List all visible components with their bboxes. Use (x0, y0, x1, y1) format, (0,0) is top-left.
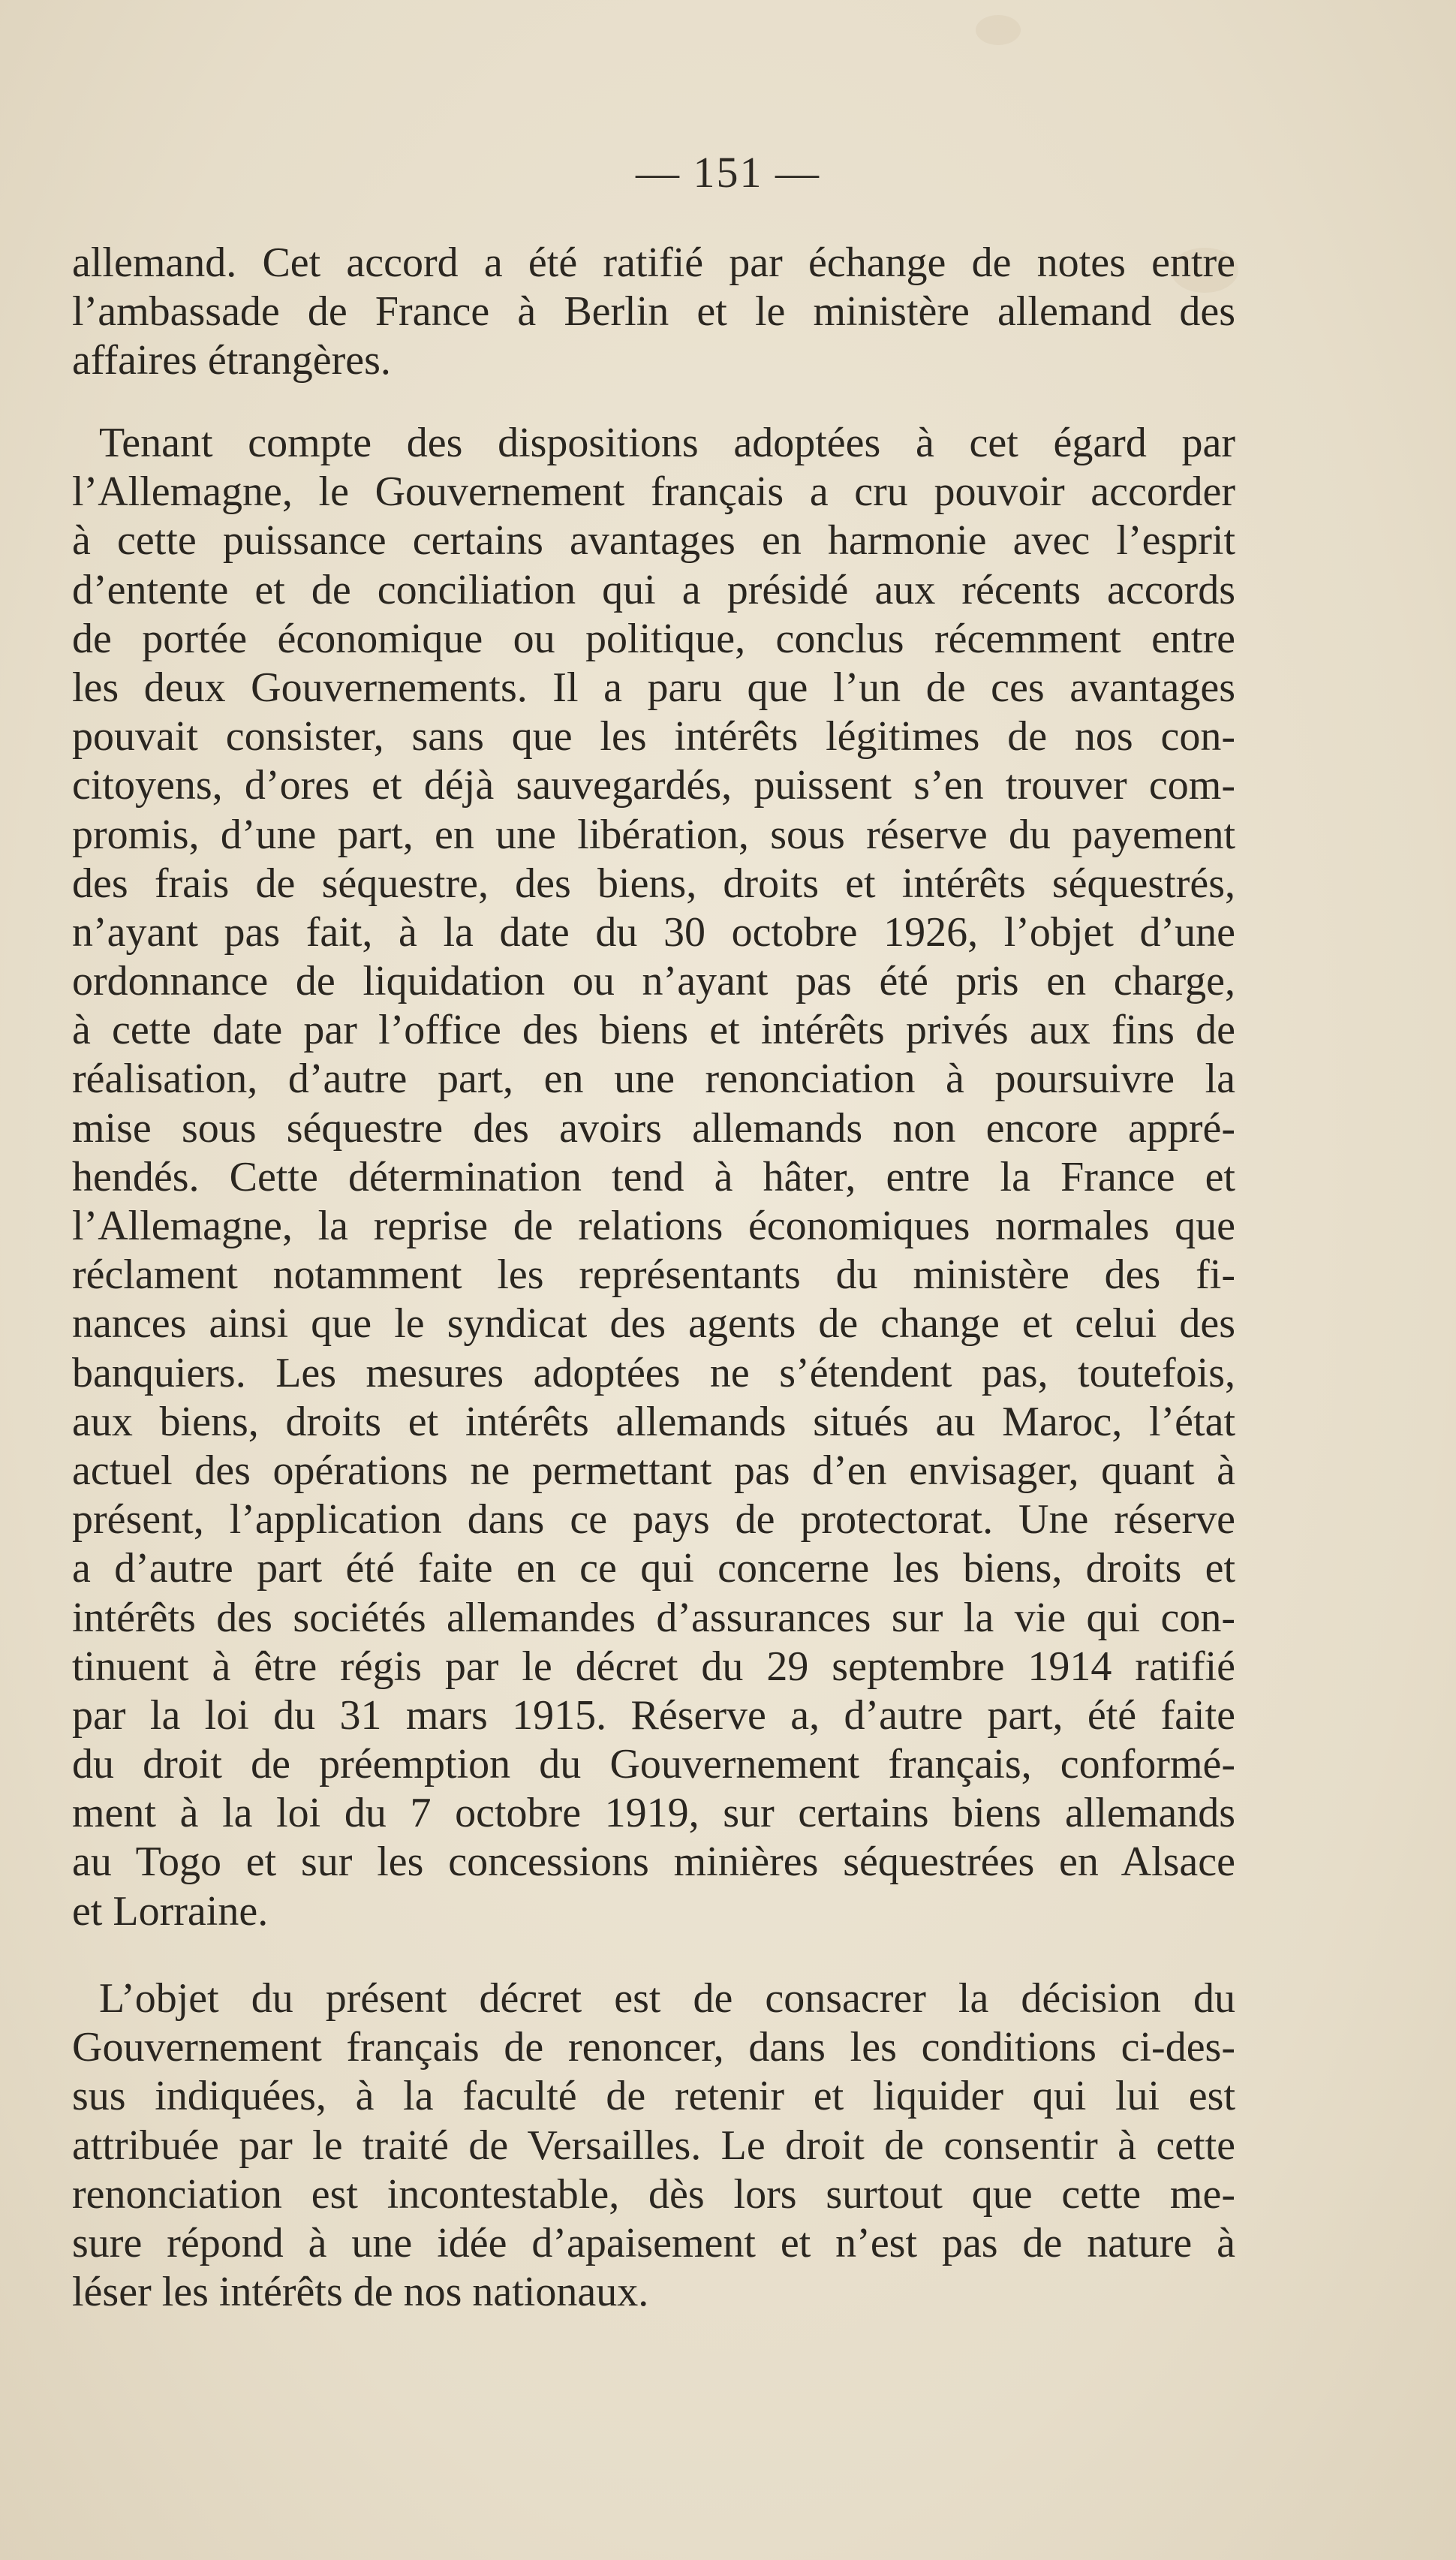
text-line: sus indiquées, à la faculté de retenir et liquider qui lui est (72, 2073, 1235, 2120)
text-line: hendés. Cette détermination tend à hâter, entre la France et (72, 1153, 1235, 1200)
text-line: réalisation, d’autre part, en une renonciation à poursuivre la (72, 1056, 1235, 1103)
text-line: citoyens, d’ores et déjà sauvegardés, puissent s’en trouver com- (72, 762, 1235, 809)
text-line: mise sous séquestre des avoirs allemands non encore appré- (72, 1104, 1235, 1152)
text-line: affaires étrangères. (72, 337, 391, 384)
text-line: sure répond à une idée d’apaisement et n’est pas de nature à (72, 2219, 1235, 2266)
text-line: promis, d’une part, en une libération, sous réserve du payement (72, 811, 1235, 858)
text-line: a d’autre part été faite en ce qui concerne les biens, droits et (72, 1545, 1235, 1592)
text-line: l’Allemagne, la reprise de relations économiques normales que (72, 1203, 1235, 1249)
text-line: allemand. Cet accord a été ratifié par échange de notes entre (72, 239, 1235, 286)
text-line: pouvait consister, sans que les intérêts légitimes de nos con- (72, 713, 1235, 760)
text-line: Tenant compte des dispositions adoptées à cet égard par (99, 420, 1235, 466)
text-line: réclament notamment les représentants du ministère des fi- (72, 1251, 1235, 1299)
text-line: banquiers. Les mesures adoptées ne s’étendent pas, toutefois, (72, 1349, 1235, 1396)
text-line: et Lorraine. (72, 1887, 269, 1935)
text-line: actuel des opérations ne permettant pas d’en envisager, quant à (72, 1447, 1235, 1494)
text-line: par la loi du 31 mars 1915. Réserve a, d’autre part, été faite (72, 1691, 1235, 1739)
text-line: léser les intérêts de nos nationaux. (72, 2269, 649, 2316)
text-line: n’ayant pas fait, à la date du 30 octobre 1926, l’objet d’une (72, 908, 1235, 956)
text-line: à cette puissance certains avantages en harmonie avec l’esprit (72, 517, 1235, 565)
text-line: ment à la loi du 7 octobre 1919, sur certains biens allemands (72, 1790, 1235, 1837)
text-line: à cette date par l’office des biens et intérêts privés aux fins de (72, 1007, 1235, 1054)
text-line: présent, l’application dans ce pays de protectorat. Une réserve (72, 1496, 1235, 1544)
paragraph-3 (72, 1974, 1235, 2317)
text-line: L’objet du présent décret est de consacrer la décision du (99, 1975, 1235, 2022)
text-line: l’ambassade de France à Berlin et le ministère allemand des (72, 288, 1235, 336)
text-line: ordonnance de liquidation ou n’ayant pas été pris en charge, (72, 958, 1235, 1005)
page-number: — 151 — (636, 148, 820, 197)
text-line: renonciation est incontestable, dès lors surtout que cette me- (72, 2170, 1235, 2218)
paragraph-1 (72, 239, 1235, 386)
text-line: aux biens, droits et intérêts allemands situés au Maroc, l’état (72, 1398, 1235, 1445)
text-line: tinuent à être régis par le décret du 29 septembre 1914 ratifié (72, 1643, 1235, 1690)
text-line: au Togo et sur les concessions minières séquestrées en Alsace (72, 1839, 1235, 1886)
paragraph-2 (72, 419, 1235, 1936)
text-line: d’entente et de conciliation qui a présidé aux récents accords (72, 566, 1235, 613)
text-line: des frais de séquestre, des biens, droits et intérêts séquestrés, (72, 860, 1235, 907)
text-line: du droit de préemption du Gouvernement français, conformé- (72, 1741, 1235, 1788)
paper-stain (976, 15, 1021, 45)
text-line: Gouvernement français de renoncer, dans les conditions ci-des- (72, 2024, 1235, 2071)
text-line: de portée économique ou politique, conclus récemment entre (72, 615, 1235, 662)
text-line: les deux Gouvernements. Il a paru que l’un de ces avantages (72, 664, 1235, 711)
text-line: nances ainsi que le syndicat des agents de change et celui des (72, 1300, 1235, 1348)
text-line: attribuée par le traité de Versailles. Le droit de consentir à cette (72, 2122, 1235, 2169)
text-line: l’Allemagne, le Gouvernement français a cru pouvoir accorder (72, 468, 1235, 516)
text-line: intérêts des sociétés allemandes d’assurances sur la vie qui con- (72, 1594, 1235, 1641)
